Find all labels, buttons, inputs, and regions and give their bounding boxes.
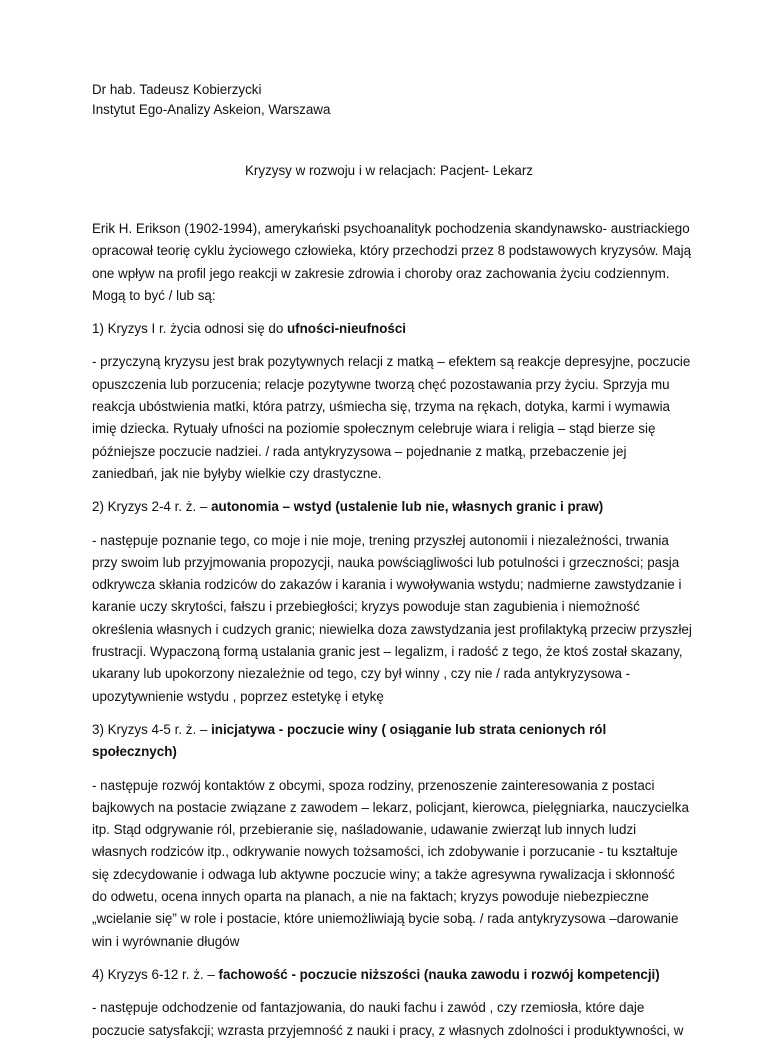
crisis-heading-bold: fachowość - poczucie niższości (nauka zawodu i rozwój kompetencji) — [218, 966, 660, 982]
crisis-heading-prefix: 4) Kryzys 6-12 r. ż. – — [92, 966, 219, 982]
crisis-1-text: - przyczyną kryzysu jest brak pozytywnych relacji z matką – efektem są reakcje depresyjne, poczucie opuszczenia lub porzucenia; relacje pozytywne tworzą chęć pozostawania przy życiu. Sprzyja mu reakcja ubóstwienia matki, która patrzy, uśmiecha się, trzyma na rękach, dotyka, karmi i wymawia imię dziecka. Rytuały ufności na poziomie społecznym celebruje wiara i religia – stąd bierze się późniejsze poczucie nadziei. / rada antykryzysowa – pojednanie z matką, przebaczenie jej zaniedbań, jak nie byłyby wielkie czy drastyczne. — [92, 354, 691, 481]
author-block — [92, 80, 330, 120]
crisis-4-text: - następuje odchodzenie od fantazjowania, do nauki fachu i zawód , czy rzemiosła, które daje poczucie satysfakcji; wzrasta przyjemność z nauki i pracy, z własnych zdolności i produktywności, w — [92, 1000, 684, 1038]
intro-paragraph: Erik H. Erikson (1902-1994), amerykański psychoanalityk pochodzenia skandynawsko- austriackiego opracował teorię cyklu życiowego człowieka, który przechodzi przez 8 podstawowych kryzysów. Mają one wpływ na profil jego reakcji w zakresie zdrowia i choroby oraz zachowania życiu codziennym. Mogą to być / lub są: — [92, 221, 692, 303]
crisis-heading-prefix: 2) Kryzys 2-4 r. ż. – — [92, 499, 212, 515]
document-title: Kryzysy w rozwoju i w relacjach: Pacjent- Lekarz — [245, 163, 533, 178]
crisis-heading-prefix: 1) Kryzys I r. życia odnosi się do — [92, 321, 287, 337]
crisis-3-text: - następuje rozwój kontaktów z obcymi, spoza rodziny, przenoszenie zainteresowania z postaci bajkowych na postacie związane z zawodem – lekarz, policjant, kierowca, pielęgniarka, nauczycielka itp. Stąd odgrywanie ról, przebieranie się, naśladowanie, udawanie zwierząt lub innych ludzi własnych rodziców itp., odkrywanie nowych tożsamości, ich zdobywanie i porzucanie - tu kształtuje się zdecydowanie i odwaga lub aktywne poczucie winy; a także agresywna rywalizacja i skłonność do odwetu, ocena innych oparta na planach, a nie na faktach; kryzys powoduje niebezpieczne „wcielanie się” w role i postacie, które uniemożliwiają bycie sobą. / rada antykryzysowa –darowanie win i wyrównanie długów — [92, 777, 689, 949]
crisis-heading-bold: ufności-nieufności — [286, 321, 407, 337]
crisis-2-heading — [92, 496, 692, 518]
crisis-2-text: - następuje poznanie tego, co moje i nie moje, trening przyszłej autonomii i niezależności, trwania przy swoim lub przyjmowania propozycji, nauka powściągliwości lub potulności i grzeczności; pasja odkrywcza skłania rodziców do zakazów i karania i wywoływania wstydu; nadmierne zawstydzanie i karanie uczy skrytości, fałszu i przebiegłości; kryzys powoduje stan zagubienia i niemożność określenia własnych i cudzych granic; niewielka doza zawstydzania jest profilaktyką przeciw przyszłej frustracji. Wypaczoną formą ustalania granic jest – legalizm, i radość z tego, że ktoś został skazany, ukarany lub upokorzony niezależnie od tego, czy był winny , czy nie / rada antykryzysowa - upozytywnienie wstydu , poprzez estetykę i etykę — [92, 532, 692, 704]
crisis-heading-bold: inicjatywa - poczucie winy ( osiąganie lub strata cenionych ról społecznych) — [92, 721, 607, 760]
crisis-4-heading — [92, 964, 692, 986]
crisis-heading-bold: autonomia – wstyd (ustalenie lub nie, własnych granic i praw) — [211, 499, 604, 515]
author-institute: Instytut Ego-Analizy Askeion, Warszawa — [92, 102, 331, 117]
document-body — [92, 218, 692, 1042]
crisis-3-heading — [92, 719, 692, 764]
author-name: Dr hab. Tadeusz Kobierzycki — [92, 82, 262, 97]
crisis-heading-prefix: 3) Kryzys 4-5 r. ż. – — [92, 721, 212, 737]
crisis-1-heading — [92, 318, 692, 340]
